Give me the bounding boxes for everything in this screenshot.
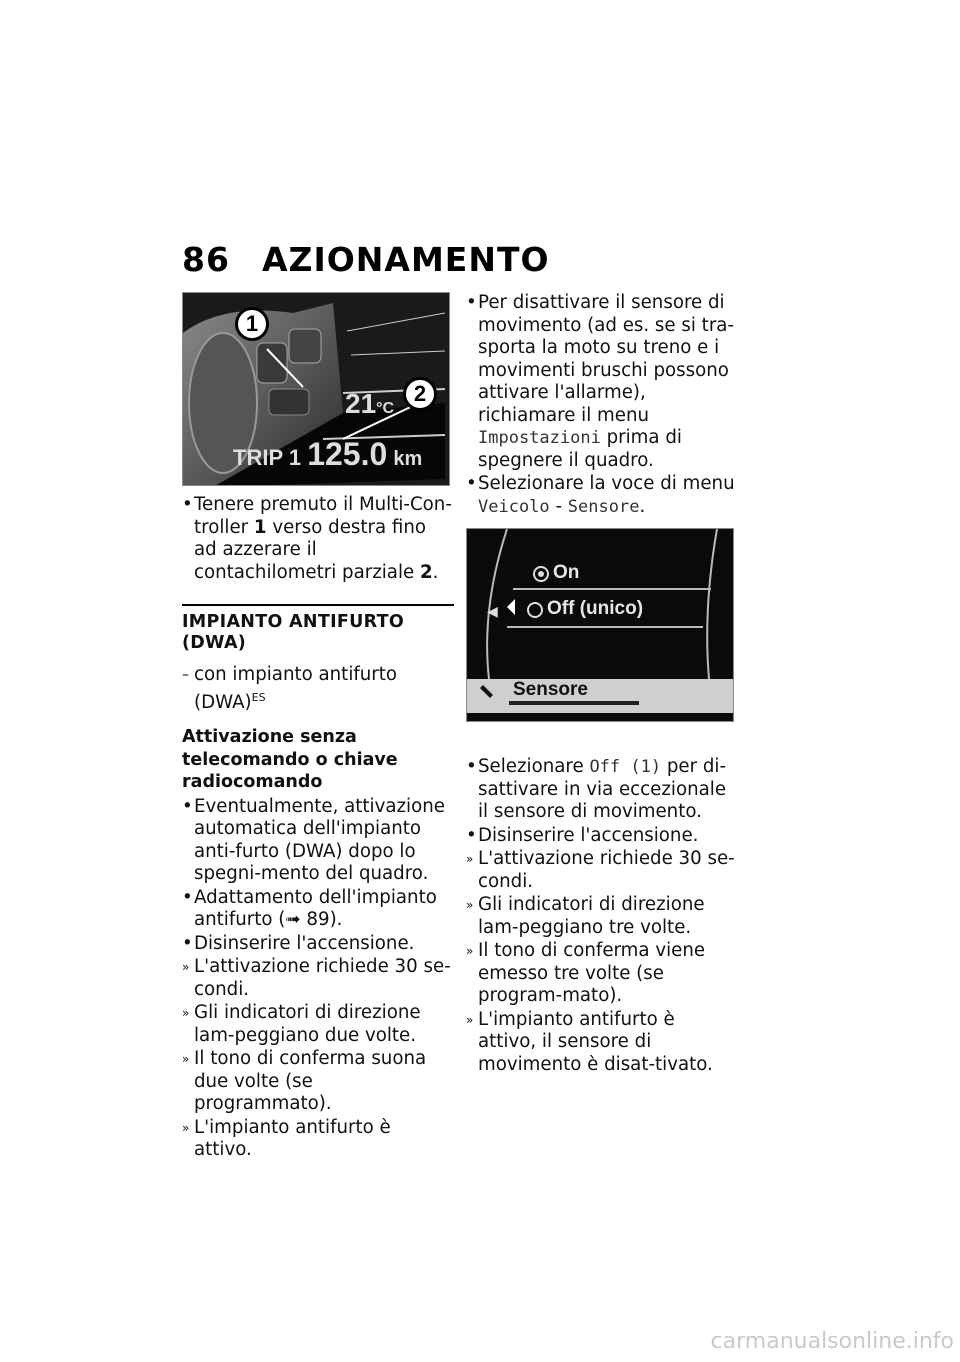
trip-unit: km (393, 448, 423, 470)
right-column (466, 292, 738, 1077)
result-arrow-icon: » (182, 1120, 190, 1135)
result-arrow-icon: » (182, 960, 190, 975)
steps-list-left (182, 796, 454, 1162)
steps-list-right-top (466, 292, 738, 518)
result-arrow-icon: » (466, 852, 474, 866)
list-item: » Il tono di conferma suona due volte (se programmato). (182, 1048, 427, 1115)
page-number: 86 (182, 240, 230, 279)
list-item: • Tenere premuto il Multi-Con-troller 1 verso destra fino ad azzerare il contachilometri parziale 2. (182, 494, 452, 583)
bullet-icon: • (182, 932, 193, 954)
result-arrow-icon: » (466, 944, 474, 958)
temperature-display (345, 388, 395, 421)
menu-illustration (467, 529, 733, 721)
option-list (182, 664, 454, 714)
option-code: ES (251, 690, 266, 704)
list-item: • Disinserire l'accensione. (182, 932, 415, 954)
figure-sensor-menu (466, 528, 734, 722)
list-item: • Adattamento dell'impianto antifurto (➟ 89). (182, 886, 437, 931)
menu-impostazioni: Impostazioni (478, 428, 601, 448)
list-item: » Gli indicatori di direzione lam-peggiano tre volte. (466, 894, 705, 938)
option-off: Off (unico) (547, 598, 644, 619)
trip-display (233, 436, 423, 472)
option-on: On (553, 562, 580, 583)
list-item: » L'attivazione richiede 30 se-condi. (466, 848, 735, 892)
list-item: • Per disattivare il sensore di movimento (ad es. se si tra-sporta la moto su treno e i movimenti bruschi possono attivare l'allarme), richiamare il menu Impostazioni prima di spegnere il quadro. (466, 292, 735, 471)
menu-off-1: Off (1) (589, 757, 662, 777)
result-arrow-icon: » (182, 1052, 190, 1067)
menu-bar-label: Sensore (513, 679, 588, 700)
arrow-left-icon: ◀ (487, 604, 498, 620)
bullet-icon: • (466, 292, 477, 313)
bullet-icon: • (466, 756, 477, 777)
section-divider (182, 604, 454, 606)
intro-list (182, 494, 454, 584)
section-title: IMPIANTO ANTIFURTO (DWA) (182, 612, 405, 653)
callout-1: 1 (235, 307, 269, 341)
result-arrow-icon: » (466, 898, 474, 912)
callout-2: 2 (403, 377, 437, 411)
bullet-icon: • (182, 886, 193, 908)
temperature-unit: °C (376, 400, 395, 417)
result-arrow-icon: » (182, 1006, 190, 1021)
page-title: AZIONAMENTO (262, 240, 550, 279)
temperature-value: 21 (345, 388, 377, 419)
list-item: » Gli indicatori di direzione lam-peggiano due volte. (182, 1002, 421, 1046)
bullet-icon: • (466, 473, 477, 494)
list-item: – con impianto antifurto (DWA)$^{ES}$ (182, 664, 398, 713)
bullet-icon: • (182, 494, 193, 515)
menu-sensore: Sensore (567, 496, 640, 517)
dash-icon: – (182, 667, 189, 683)
list-item: • Disinserire l'accensione. (466, 824, 699, 846)
result-arrow-icon: » (466, 1012, 474, 1027)
subheading: Attivazione senza telecomando o chiave radiocomando (182, 727, 398, 793)
ref-2: 2 (419, 561, 433, 583)
list-item: • Selezionare Off (1) per di-sattivare in via eccezionale il sensore di movimento. (466, 756, 727, 822)
list-item: » Il tono di conferma viene emesso tre volte (se program-mato). (466, 940, 706, 1006)
trip-value: 125.0 (307, 436, 388, 472)
list-item: • Eventualmente, attivazione automatica dell'impianto anti-furto (DWA) dopo lo spegni-mento del quadro. (182, 795, 445, 885)
left-column (182, 292, 454, 1163)
list-item: • Selezionare la voce di menu Veicolo - Sensore. (466, 473, 735, 517)
page-header (182, 240, 550, 279)
trip-label: TRIP 1 (233, 445, 302, 470)
figure-trip-reset (182, 292, 450, 486)
watermark: carmanualsonline.info (710, 1329, 954, 1354)
steps-list-right-bottom (466, 756, 738, 1076)
list-item: » L'impianto antifurto è attivo. (182, 1116, 391, 1161)
ref-1: 1 (253, 516, 267, 538)
bullet-icon: • (182, 795, 193, 817)
bullet-icon: • (466, 824, 477, 846)
list-item: » L'attivazione richiede 30 se-condi. (182, 956, 451, 1000)
list-item: » L'impianto antifurto è attivo, il sensore di movimento è disat-tivato. (466, 1008, 713, 1075)
menu-veicolo: Veicolo (478, 496, 550, 517)
